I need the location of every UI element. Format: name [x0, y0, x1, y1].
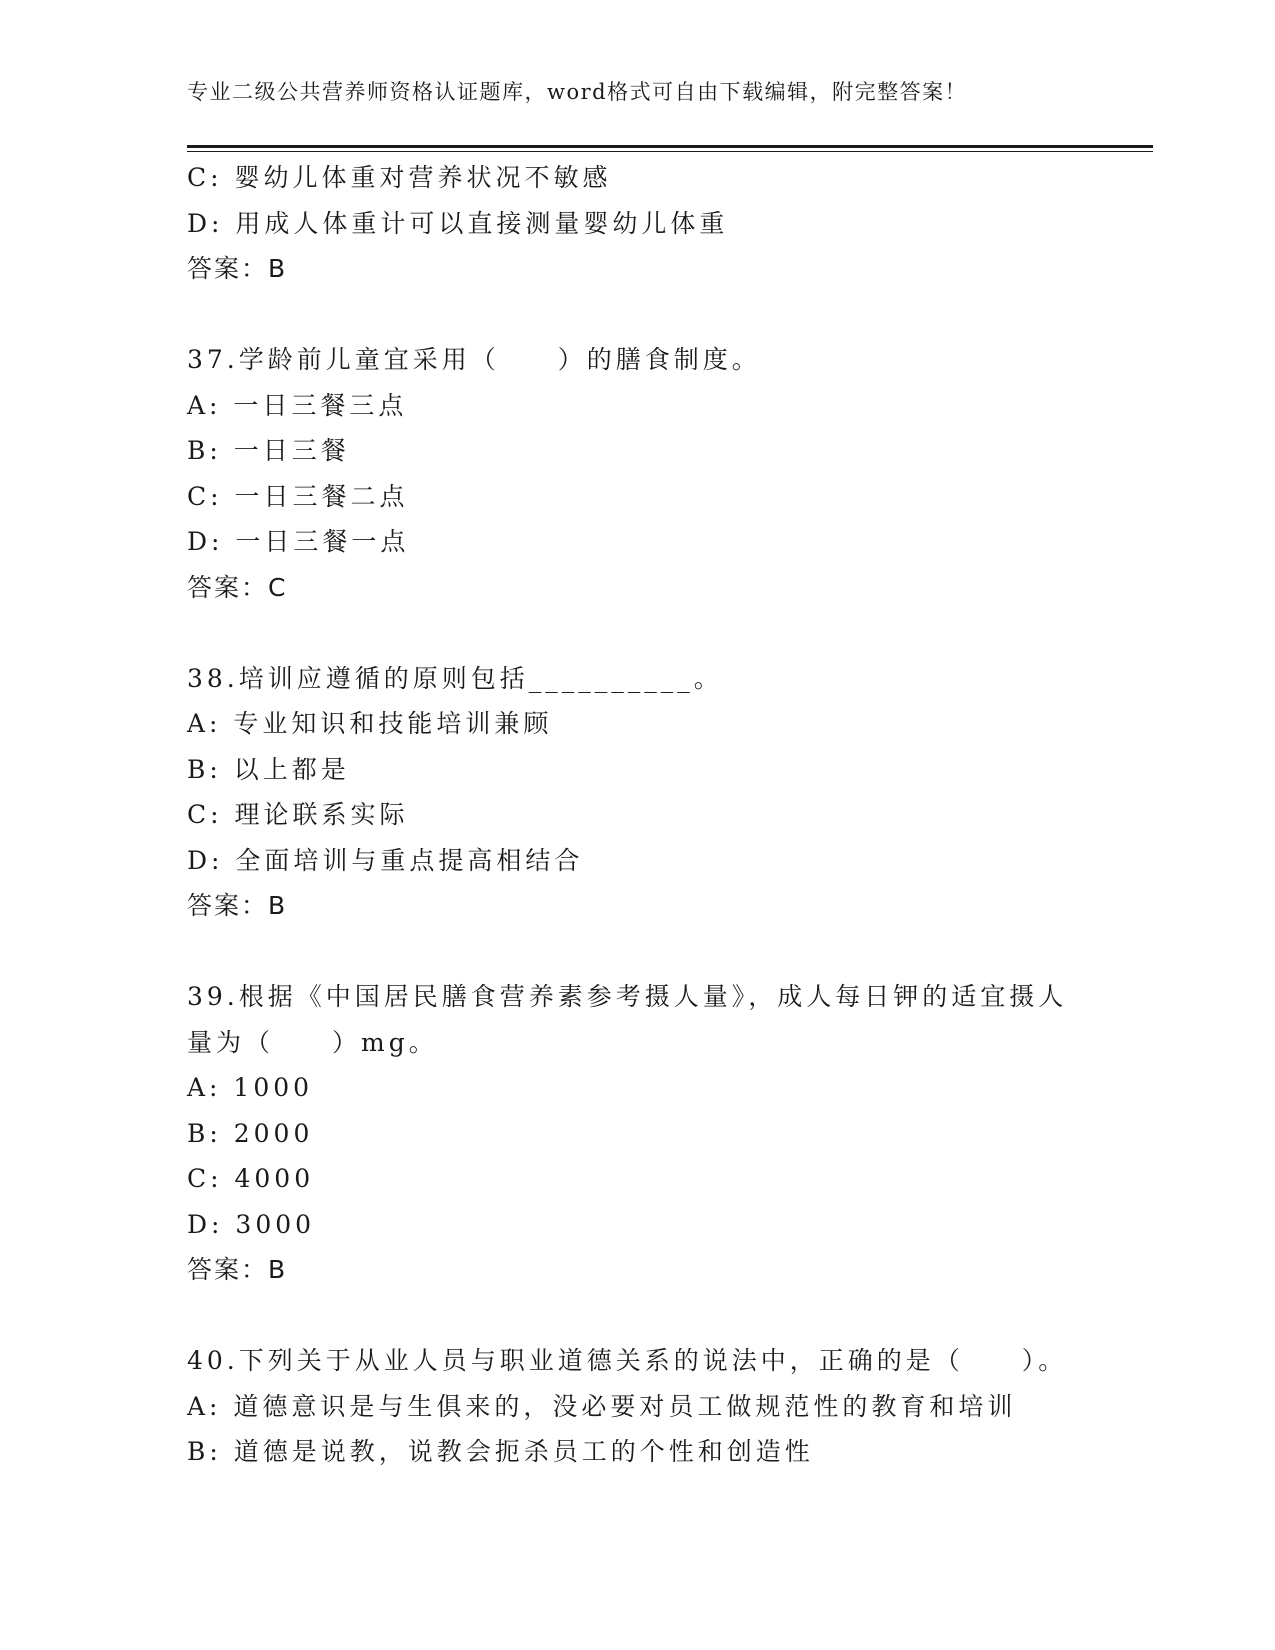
- option-c: C: 一日三餐二点: [187, 481, 409, 511]
- spacer: [187, 1293, 1087, 1339]
- option-d: D: 3000: [187, 1209, 316, 1239]
- answer-line: 答案：B: [187, 891, 288, 920]
- option-d: D: 一日三餐一点: [187, 527, 410, 556]
- option-a: A: 专业知识和技能培训兼顾: [187, 709, 553, 738]
- question-40: 40.下列关于从业人员与职业道德关系的说法中，正确的是（ ）。: [187, 1346, 1068, 1375]
- option-a: A: 道德意识是与生俱来的，没必要对员工做规范性的教育和培训: [187, 1391, 1017, 1421]
- header-rule-thick: [187, 145, 1153, 148]
- option-d: D: 用成人体重计可以直接测量婴幼儿体重: [187, 208, 729, 238]
- answer-line: 答案：C: [187, 572, 288, 602]
- option-a: A: 一日三餐三点: [187, 390, 408, 420]
- answer-line: 答案：B: [187, 254, 288, 283]
- page-header-title: 专业二级公共营养师资格认证题库，word格式可自由下载编辑，附完整答案！: [187, 80, 968, 104]
- option-c: C: 婴幼儿体重对营养状况不敏感: [187, 163, 612, 192]
- option-a: A: 1000: [187, 1073, 314, 1102]
- option-b: B: 以上都是: [187, 754, 350, 784]
- question-39-line-2: 量为（ ）mg。: [187, 1027, 438, 1057]
- header-rule-thin: [187, 151, 1153, 152]
- question-content: [187, 155, 1087, 1475]
- question-38: 38.培训应遵循的原则包括__________。: [187, 663, 723, 693]
- spacer: [187, 292, 1087, 338]
- question-39-line-1: 39.根据《中国居民膳食营养素参考摄人量》，成人每日钾的适宜摄人: [187, 982, 1068, 1011]
- spacer: [187, 929, 1087, 975]
- answer-line: 答案：B: [187, 1255, 288, 1284]
- question-37: 37.学龄前儿童宜采用（ ）的膳食制度。: [187, 345, 761, 374]
- option-b: B: 2000: [187, 1118, 314, 1148]
- option-c: C: 理论联系实际: [187, 800, 409, 829]
- option-b: B: 一日三餐: [187, 436, 350, 465]
- spacer: [187, 610, 1087, 656]
- option-b: B: 道德是说教，说教会扼杀员工的个性和创造性: [187, 1437, 814, 1466]
- option-d: D: 全面培训与重点提高相结合: [187, 845, 584, 875]
- option-c: C: 4000: [187, 1164, 315, 1193]
